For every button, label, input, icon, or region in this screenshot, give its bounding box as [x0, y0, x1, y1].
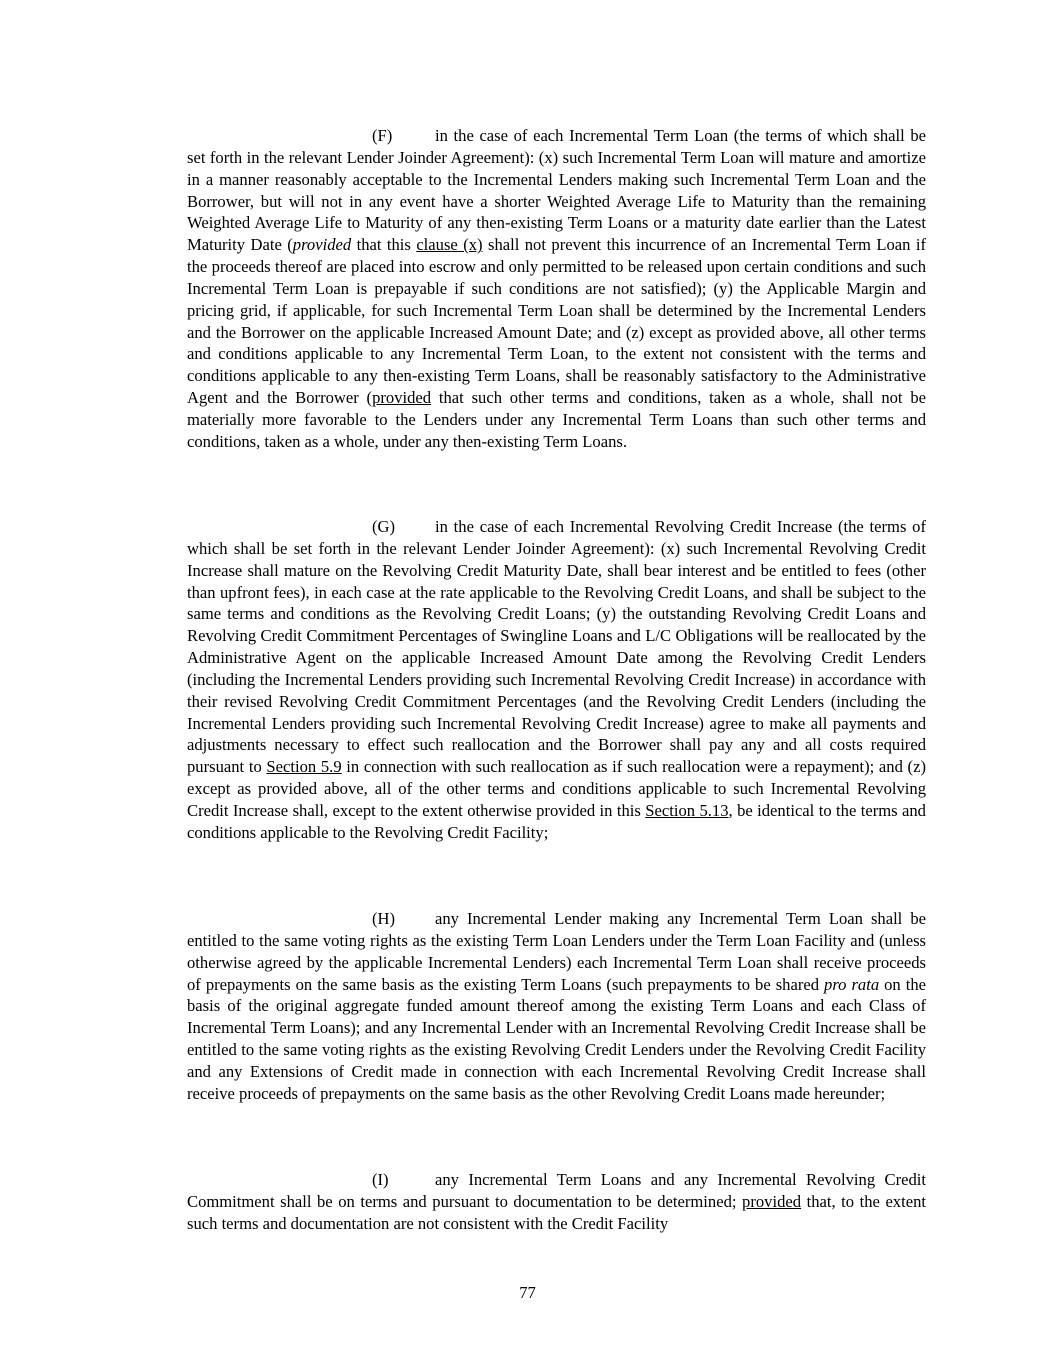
cross-reference: clause (x) — [416, 235, 483, 255]
cross-reference: Section 5.13 — [645, 800, 729, 820]
paragraph-label: (G) — [372, 517, 396, 536]
paragraph-g: (G) in the case of each Incremental Revolving Credit Increase (the terms of which shall be set forth in the relevant Lender Joinder Agreement): (x) such Incremental Revolving Credit Increase shall mature on the Revolving Credit Maturity Date, shall bear interest and be entitled to fees (other than upfront fees), in each case at the rate applicable to the Revolving Credit Loans, and shall be subject to the same terms and conditions as the Revolving Credit Loans; (y) the outstanding Revolving Credit Loans and Revolving Credit Commitment Percentages of Swingline Loans and L/C Obligations will be reallocated by the Administrative Agent on the applicable Increased Amount Date among the Revolving Credit Lenders (including the Incremental Lenders providing such Incremental Revolving Credit Increase) in accordance with their revised Revolving Credit Commitment Percentages (and the Revolving Credit Lenders (including the Incremental Lenders providing such Incremental Revolving Credit Increase) agree to make all payments and adjustments necessary to effect such reallocation and the Borrower shall pay any and all costs required pursuant to Section 5.9 in connection with such reallocation as if such reallocation were a repayment); and (z) except as provided above, all of the other terms and conditions applicable to such Incremental Revolving Credit Increase shall, except to the extent otherwise provided in this Section 5.13, be identical to the terms and conditions applicable to the Revolving Credit Facility; — [187, 517, 926, 842]
page-number: 77 — [519, 1283, 536, 1302]
paragraph-label: (I) — [372, 1170, 389, 1189]
cross-reference: Section 5.9 — [266, 757, 342, 777]
paragraph-label: (F) — [372, 126, 393, 145]
paragraph-f: (F) in the case of each Incremental Term Loan (the terms of which shall be set forth in the relevant Lender Joinder Agreement): (x) such Incremental Term Loan will mature and amortize in a manner reasonably acceptable to the Incremental Lenders making such Incremental Term Loan and the Borrower, but will not in any event have a shorter Weighted Average Life to Maturity than the remaining Weighted Average Life to Maturity of any then-existing Term Loans or a maturity date earlier than the Latest Maturity Date (provided that this clause (x) shall not prevent this incurrence of an Incremental Term Loan if the proceeds thereof are placed into escrow and only permitted to be released upon certain conditions and such Incremental Term Loan is prepayable if such conditions are not satisfied); (y) the Applicable Margin and pricing grid, if applicable, for such Incremental Term Loan shall be determined by the Incremental Lenders and the Borrower on the applicable Increased Amount Date; and (z) except as provided above, all other terms and conditions applicable to any Incremental Term Loan, to the extent not consistent with the terms and conditions applicable to any then-existing Term Loans, shall be reasonably satisfactory to the Administrative Agent and the Borrower (provided that such other terms and conditions, taken as a whole, shall not be materially more favorable to the Lenders under any Incremental Term Loans than such other terms and conditions, taken as a whole, under any then-existing Term Loans. — [187, 126, 926, 451]
paragraph-i: (I) any Incremental Term Loans and any Incremental Revolving Credit Commitment shall be on terms and pursuant to documentation to be determined; provided that, to the extent such terms and documentation are not consistent with the Credit Facility — [187, 1170, 926, 1233]
paragraph-label: (H) — [372, 909, 396, 928]
paragraph-h: (H) any Incremental Lender making any Incremental Term Loan shall be entitled to the same voting rights as the existing Term Loan Lenders under the Term Loan Facility and (unless otherwise agreed by the applicable Incremental Lenders) each Incremental Term Loan shall receive proceeds of prepayments on the same basis as the existing Term Loans (such prepayments to be shared pro rata on the basis of the original aggregate funded amount thereof among the existing Term Loans and each Class of Incremental Term Loans); and any Incremental Lender with an Incremental Revolving Credit Increase shall be entitled to the same voting rights as the existing Revolving Credit Lenders under the Revolving Credit Facility and any Extensions of Credit made in connection with each Incremental Revolving Credit Increase shall receive proceeds of prepayments on the same basis as the other Revolving Credit Loans made hereunder; — [187, 909, 927, 1103]
